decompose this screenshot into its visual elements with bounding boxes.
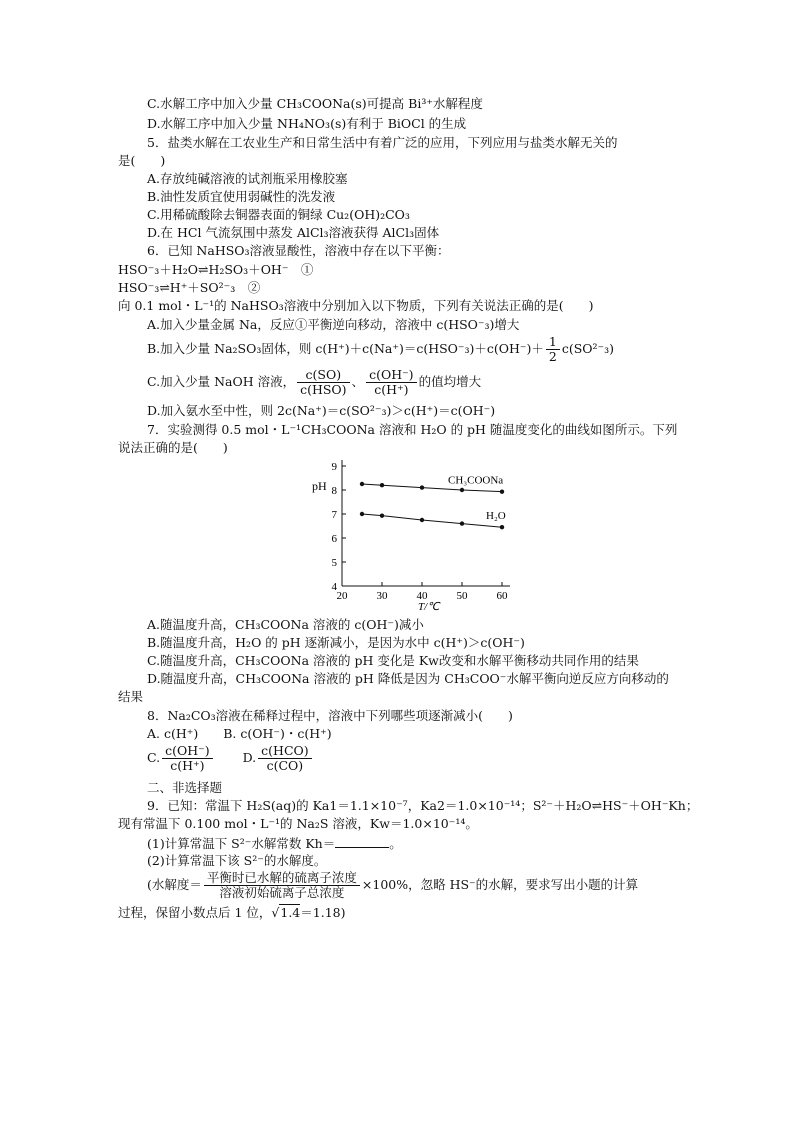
q9-stem: 9．已知：常温下 H₂S(aq)的 Ka1＝1.1×10⁻⁷，Ka2＝1.0×10⁻¹⁴；S²⁻＋H₂O⇌HS⁻＋OH⁻Kh； bbox=[147, 798, 699, 813]
q7-option-b: B.随温度升高，H₂O 的 pH 逐渐减小，是因为水中 c(H⁺)＞c(OH⁻) bbox=[147, 635, 525, 650]
x-tick-label: 30 bbox=[376, 590, 388, 602]
y-tick-label: 5 bbox=[331, 557, 337, 569]
q9-stem-cont: 现有常温下 0.100 mol・L⁻¹的 Na₂S 溶液，Kw＝1.0×10⁻¹⁴。 bbox=[118, 816, 478, 831]
x-tick-label: 20 bbox=[336, 590, 348, 602]
q7-option-c: C.随温度升高，CH₃COONa 溶液的 pH 变化是 Kw改变和水解平衡移动共同作用的结果 bbox=[147, 653, 639, 668]
section-heading: 二、非选择题 bbox=[147, 780, 223, 795]
q4-option-c: C.水解工序中加入少量 CH₃COONa(s)可提高 Bi³⁺水解程度 bbox=[147, 96, 483, 111]
q5-option-b: B.油性发质宜使用弱碱性的洗发液 bbox=[147, 189, 336, 204]
chart-series bbox=[360, 475, 506, 530]
q9-note: (水解度＝ $\frac{\text{平衡时已水解的硫离子浓度}}{\text{溶液初始硫离子总浓度}}$ ×100%，忽略 HS⁻的水解，要求写出小题的计算 bbox=[147, 870, 639, 900]
q6-option-a: A.加入少量金属 Na，反应①平衡逆向移动，溶液中 c(HSO⁻₃)增大 bbox=[147, 317, 520, 332]
data-point bbox=[360, 482, 364, 486]
q6-equation-1: HSO⁻₃＋H₂O⇌H₂SO₃＋OH⁻ ① bbox=[118, 262, 314, 277]
hydrolysis-fraction: $\frac{\text{平衡时已水解的硫离子浓度}}{\text{溶液初始硫离子总浓度}}$ bbox=[204, 871, 360, 900]
y-tick-label: 8 bbox=[331, 485, 337, 497]
series-label: H₂O bbox=[486, 510, 506, 523]
data-point bbox=[420, 485, 424, 489]
data-point bbox=[460, 521, 464, 525]
data-point bbox=[500, 489, 504, 493]
q7-stem-cont: 说法正确的是( ) bbox=[118, 440, 228, 455]
ratio-so-hso: $\frac{c(SO)}{\text{c(HSO)}}$ bbox=[297, 368, 349, 397]
answer-blank[interactable] bbox=[335, 835, 389, 848]
half-fraction: $\frac{1}{2}$ bbox=[546, 335, 560, 364]
q5-option-d: D.在 HCl 气流氛围中蒸发 AlCl₃溶液获得 AlCl₃固体 bbox=[147, 225, 440, 240]
q6-option-d: D.加入氨水至中性，则 2c(Na⁺)＝c(SO²⁻₃)＞c(H⁺)＝c(OH⁻) bbox=[147, 403, 496, 418]
q7-option-a: A.随温度升高，CH₃COONa 溶液的 c(OH⁻)减小 bbox=[147, 617, 424, 632]
q8d-fraction: $\frac{\text{c(HCO)}}{c(CO)}$ bbox=[258, 744, 311, 773]
x-tick-label: 50 bbox=[456, 590, 468, 602]
x-tick-label: 40 bbox=[416, 590, 428, 602]
y-axis-label: pH bbox=[312, 479, 327, 493]
q8-stem: 8．Na₂CO₃溶液在稀释过程中，溶液中下列哪些项逐渐减小( ) bbox=[147, 708, 513, 723]
y-tick-label: 4 bbox=[331, 581, 337, 593]
q8-options-ab: A. c(H⁺) B. c(OH⁻)・c(H⁺) bbox=[147, 726, 332, 741]
x-tick-label: 60 bbox=[496, 590, 508, 602]
data-point bbox=[380, 513, 384, 517]
data-point bbox=[380, 483, 384, 487]
q7-option-d-cont: 结果 bbox=[118, 689, 144, 704]
q5-stem-cont: 是( ) bbox=[118, 153, 166, 168]
ph-temperature-chart bbox=[300, 455, 520, 615]
ratio-oh-h: $\frac{c(OH^-)}{c(H^+)}$ bbox=[366, 368, 417, 397]
q7-option-d: D.随温度升高，CH₃COONa 溶液的 pH 降低是因为 CH₃COO⁻水解平衡向逆反应方向移动的 bbox=[147, 671, 669, 686]
data-point bbox=[500, 525, 504, 529]
data-point bbox=[360, 512, 364, 516]
q6-stem: 6．已知 NaHSO₃溶液显酸性，溶液中存在以下平衡： bbox=[147, 243, 450, 258]
q6-equation-2: HSO⁻₃⇌H⁺＋SO²⁻₃ ② bbox=[118, 280, 261, 295]
y-tick-label: 7 bbox=[331, 509, 337, 521]
q5-option-c: C.用稀硫酸除去铜器表面的铜绿 Cu₂(OH)₂CO₃ bbox=[147, 207, 410, 222]
y-tick-label: 6 bbox=[331, 533, 337, 545]
data-point bbox=[420, 518, 424, 522]
q4-option-d: D.水解工序中加入少量 NH₄NO₃(s)有利于 BiOCl 的生成 bbox=[147, 116, 467, 131]
q6-stem-2: 向 0.1 mol・L⁻¹的 NaHSO₃溶液中分别加入以下物质，下列有关说法正确的是( ) bbox=[118, 298, 594, 313]
q8-options-cd: C. $\frac{c(OH^-)}{c(H^+)}$ D. $\frac{\text{c(HCO)}}{c(CO)}$ bbox=[147, 744, 314, 773]
data-point bbox=[460, 488, 464, 492]
q8c-fraction: $\frac{c(OH^-)}{c(H^+)}$ bbox=[162, 744, 213, 773]
q7-stem: 7．实验测得 0.5 mol・L⁻¹CH₃COONa 溶液和 H₂O 的 pH 随温度变化的曲线如图所示。下列 bbox=[147, 422, 678, 437]
q9-note-cont: 过程，保留小数点后 1 位，√1.4＝1.18) bbox=[118, 905, 346, 920]
x-axis-label: T/℃ bbox=[418, 601, 440, 613]
q6-option-b: B.加入少量 Na₂SO₃固体，则 c(H⁺)＋c(Na⁺)＝c(HSO⁻₃)＋c(OH⁻)＋ $\frac{1}{2}$ c(SO²⁻₃) bbox=[147, 334, 615, 364]
y-tick-label: 9 bbox=[331, 461, 337, 473]
q9-part-1: (1)计算常温下 S²⁻水解常数 Kh＝ 。 bbox=[147, 836, 402, 851]
q5-option-a: A.存放纯碱溶液的试剂瓶采用橡胶塞 bbox=[147, 171, 348, 186]
series-label: CH₃COONa bbox=[448, 474, 504, 487]
q6-option-c: C.加入少量 NaOH 溶液， $\frac{c(SO)}{\text{c(HSO)}}$ 、 $\frac{c(OH^-)}{c(H^+)}$ 的值均增大 bbox=[147, 367, 482, 397]
q9-part-2: (2)计算常温下该 S²⁻的水解度。 bbox=[147, 853, 327, 868]
q5-stem: 5．盐类水解在工农业生产和日常生活中有着广泛的应用，下列应用与盐类水解无关的 bbox=[147, 135, 618, 150]
